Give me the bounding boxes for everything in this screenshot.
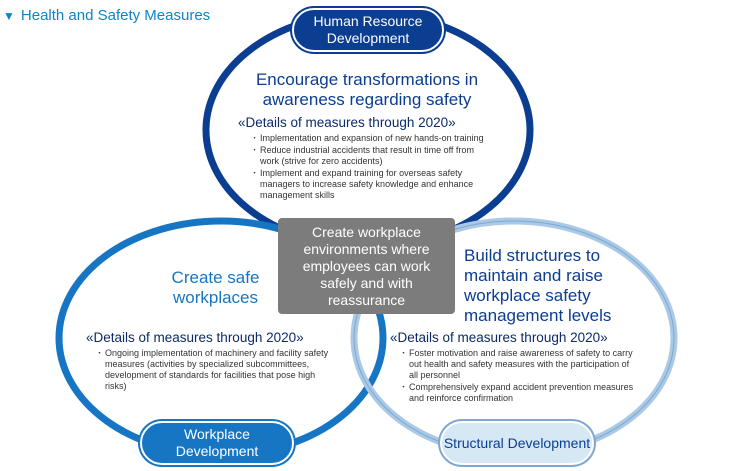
center-goal: Create workplace environments where employees can work safely and with reassurance (278, 218, 455, 314)
list-item: ・ Comprehensively expand accident prevention measures and reinforce confirmation (402, 382, 638, 404)
list-item: ・ Implement and expand training for overseas safety managers to increase safety knowledge and enhance management skills (253, 168, 493, 201)
human-resource-heading: Encourage transformations in awareness regarding safety (255, 70, 479, 109)
structural-heading: Build structures to maintain and raise workplace safety management levels (464, 246, 612, 325)
list-item: ・ Foster motivation and raise awareness of safety to carry out health and safety measures with the participation of all personnel (402, 348, 638, 381)
workplace-items (98, 348, 330, 393)
human-resource-details-title: «Details of measures through 2020» (238, 115, 456, 130)
list-item: ・ Implementation and expansion of new hands-on training (253, 133, 493, 144)
workplace-details-title: «Details of measures through 2020» (86, 330, 304, 345)
human-resource-items (253, 133, 493, 202)
human-resource-label: Human Resource Development (292, 8, 444, 52)
workplace-label: Workplace Development (140, 421, 294, 465)
structural-items (402, 348, 638, 405)
structural-details-title: «Details of measures through 2020» (390, 330, 608, 345)
workplace-heading: Create safe workplaces (171, 268, 260, 307)
structural-label: Structural Development (440, 421, 594, 465)
list-item: ・ Ongoing implementation of machinery and facility safety measures (activities by specialized subcommittees, development of standards for facilities that pose high risks) (98, 348, 330, 392)
section-title: ▼ Health and Safety Measures (3, 7, 211, 24)
triangle-down-icon: ▼ (3, 9, 15, 23)
list-item: ・ Reduce industrial accidents that result in time off from work (strive for zero accidents) (253, 145, 493, 167)
